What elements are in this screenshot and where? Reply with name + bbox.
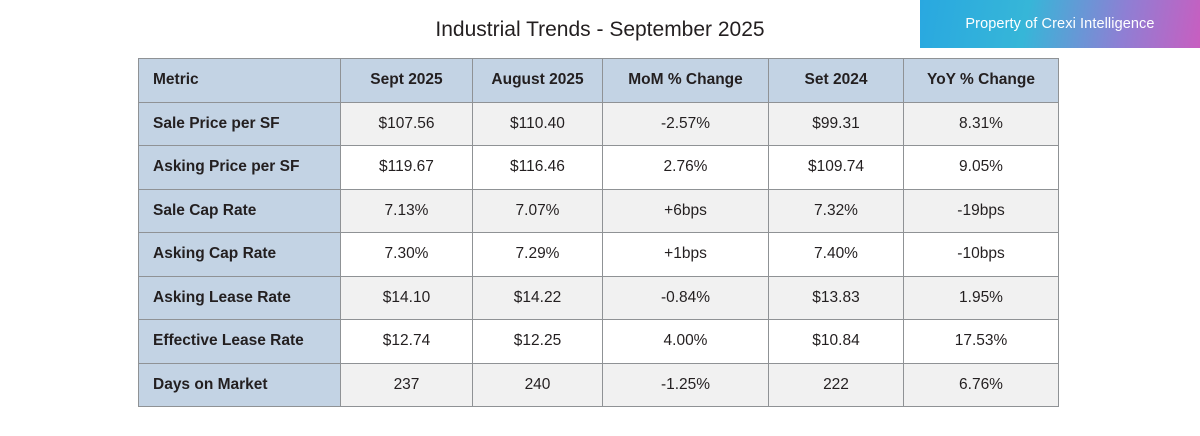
table-header [139, 59, 1059, 103]
cell-value: 7.13% [341, 189, 473, 233]
cell-value: +6bps [603, 189, 769, 233]
cell-value: $107.56 [341, 102, 473, 146]
cell-value: 7.40% [769, 233, 904, 277]
table-row [139, 276, 1059, 320]
table-header-row [139, 59, 1059, 103]
cell-value: $116.46 [473, 146, 603, 190]
cell-value: 7.29% [473, 233, 603, 277]
cell-value: 222 [769, 363, 904, 407]
cell-value: $10.84 [769, 320, 904, 364]
industrial-trends-table [138, 58, 1059, 407]
cell-value: 237 [341, 363, 473, 407]
row-label: Asking Lease Rate [139, 276, 341, 320]
cell-value: $109.74 [769, 146, 904, 190]
cell-value: 7.30% [341, 233, 473, 277]
cell-value: 17.53% [904, 320, 1059, 364]
cell-value: 4.00% [603, 320, 769, 364]
row-label: Asking Price per SF [139, 146, 341, 190]
industrial-trends-table-container [138, 58, 1058, 407]
cell-value: 7.07% [473, 189, 603, 233]
cell-value: $99.31 [769, 102, 904, 146]
cell-value: -19bps [904, 189, 1059, 233]
row-label: Days on Market [139, 363, 341, 407]
table-row [139, 233, 1059, 277]
cell-value: +1bps [603, 233, 769, 277]
cell-value: $12.74 [341, 320, 473, 364]
table-row [139, 146, 1059, 190]
table-row [139, 189, 1059, 233]
cell-value: $14.22 [473, 276, 603, 320]
cell-value: 7.32% [769, 189, 904, 233]
column-header-mom-change: MoM % Change [603, 59, 769, 103]
cell-value: -2.57% [603, 102, 769, 146]
page-title: Industrial Trends - September 2025 [435, 18, 765, 41]
column-header-august-2025: August 2025 [473, 59, 603, 103]
row-label: Effective Lease Rate [139, 320, 341, 364]
row-label: Sale Price per SF [139, 102, 341, 146]
column-header-set-2024: Set 2024 [769, 59, 904, 103]
cell-value: $13.83 [769, 276, 904, 320]
cell-value: $12.25 [473, 320, 603, 364]
table-row [139, 320, 1059, 364]
column-header-sept-2025: Sept 2025 [341, 59, 473, 103]
cell-value: -0.84% [603, 276, 769, 320]
cell-value: $119.67 [341, 146, 473, 190]
row-label: Sale Cap Rate [139, 189, 341, 233]
cell-value: 2.76% [603, 146, 769, 190]
column-header-metric: Metric [139, 59, 341, 103]
cell-value: 8.31% [904, 102, 1059, 146]
watermark-label: Property of Crexi Intelligence [965, 16, 1155, 32]
cell-value: 6.76% [904, 363, 1059, 407]
cell-value: -10bps [904, 233, 1059, 277]
table-row [139, 363, 1059, 407]
table-row [139, 102, 1059, 146]
column-header-yoy-change: YoY % Change [904, 59, 1059, 103]
cell-value: 1.95% [904, 276, 1059, 320]
cell-value: 240 [473, 363, 603, 407]
cell-value: -1.25% [603, 363, 769, 407]
cell-value: 9.05% [904, 146, 1059, 190]
cell-value: $14.10 [341, 276, 473, 320]
cell-value: $110.40 [473, 102, 603, 146]
row-label: Asking Cap Rate [139, 233, 341, 277]
table-body [139, 102, 1059, 407]
